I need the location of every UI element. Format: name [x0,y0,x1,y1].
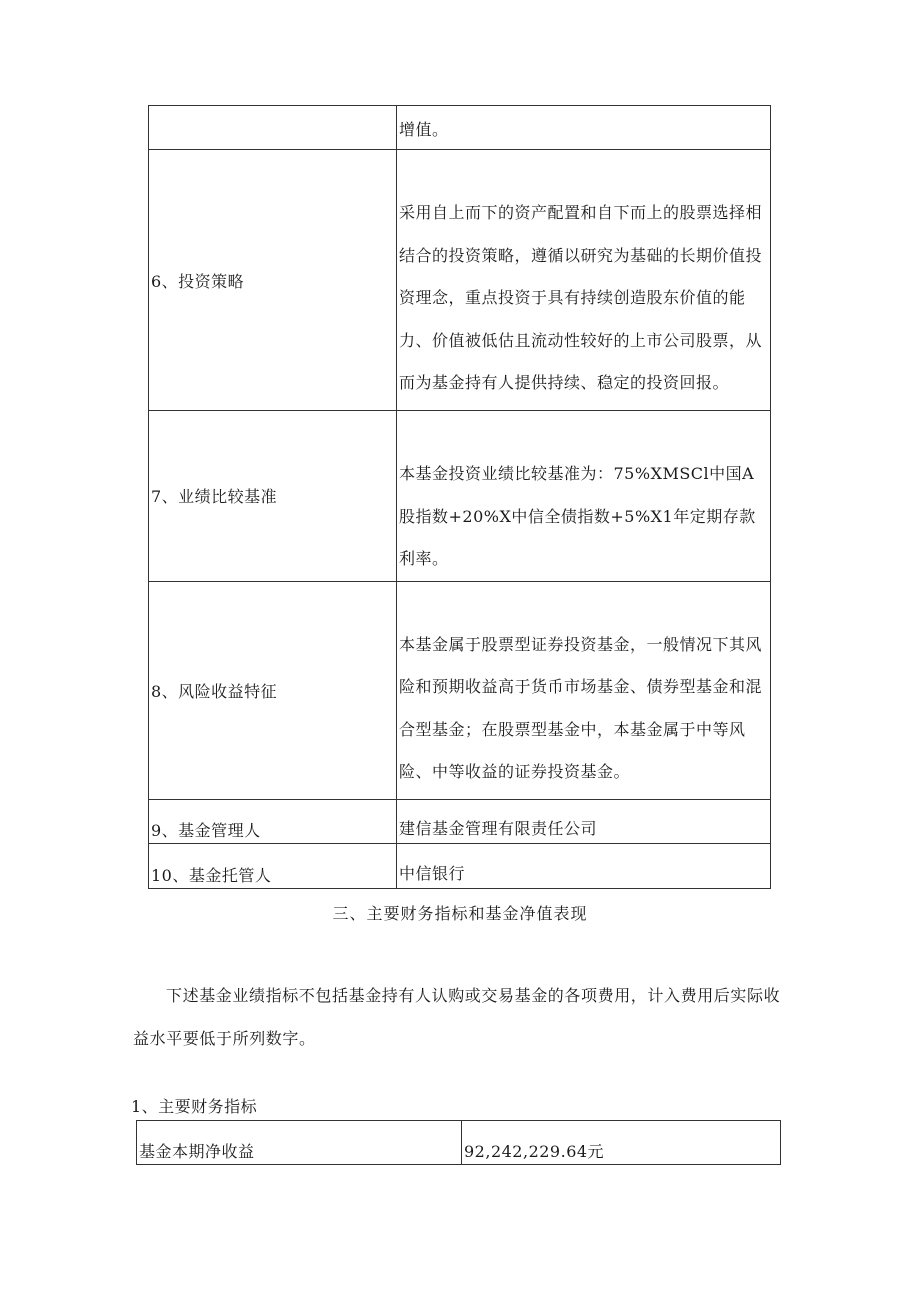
table-row [149,411,771,582]
row-label: 6、投资策略 [149,150,397,411]
row-text-cell [397,581,771,799]
row-text: 增值。 [397,106,771,150]
row-text: 中信银行 [397,843,771,888]
row-text: 采用自上而下的资产配置和自下而上的股票选择相结合的投资策略，遵循以研究为基础的长期价值投资理念，重点投资于具有持续创造股东价值的能力、价值被低估且流动性较好的上市公司股票，从而为基金持有人提供持续、稳定的投资回报。 [399,203,763,392]
disclaimer-paragraph: 下述基金业绩指标不包括基金持有人认购或交易基金的各项费用，计入费用后实际收益水平要低于所列数字。 [133,986,781,1048]
subsection-title: 1、主要财务指标 [131,1097,258,1116]
indicator-value: 92,242,229.64元 [462,1121,781,1165]
table-row [149,106,771,150]
row-text-cell [397,150,771,411]
row-label: 10、基金托管人 [149,843,397,888]
table-row [149,150,771,411]
fund-info-table [148,105,771,889]
row-text: 建信基金管理有限责任公司 [397,799,771,843]
row-label: 9、基金管理人 [149,799,397,843]
table-row [149,843,771,888]
financial-indicator-table [136,1120,781,1165]
table-row [149,581,771,799]
table-row [137,1121,781,1165]
row-label: 8、风险收益特征 [149,581,397,799]
row-text: 本基金属于股票型证券投资基金，一般情况下其风险和预期收益高于货币市场基金、债券型基金和混合型基金；在股票型基金中，本基金属于中等风险、中等收益的证券投资基金。 [399,634,763,781]
row-text-cell [397,411,771,582]
section-title: 三、主要财务指标和基金净值表现 [332,904,588,923]
table-row [149,799,771,843]
row-label: 7、业绩比较基准 [149,411,397,582]
indicator-label: 基金本期净收益 [137,1121,462,1165]
row-text: 本基金投资业绩比较基准为：75%XMSCl中国A股指数+20%X中信全债指数+5%X1年定期存款利率。 [399,464,756,568]
row-label [149,106,397,150]
